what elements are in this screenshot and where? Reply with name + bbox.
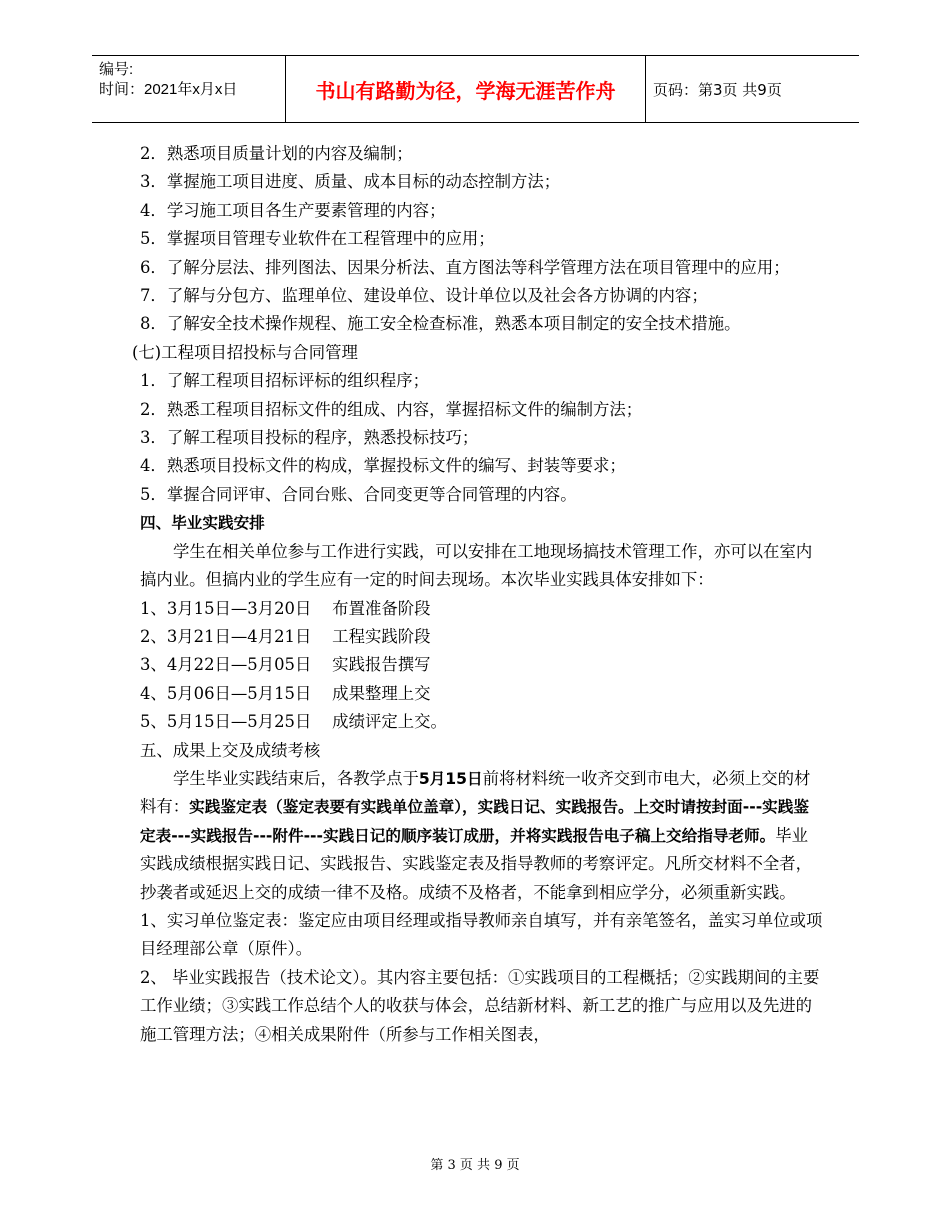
page-label: 页码：第3页 共9页 [653,80,782,99]
time-label: 时间：2021年x月x日 [99,81,238,98]
list-item: 6．了解分层法、排列图法、因果分析法、直方图法等科学管理方法在项目管理中的应用； [140,257,790,277]
list-item: 4．学习施工项目各生产要素管理的内容； [140,200,446,220]
motto: 书山有路勤为径，学海无涯苦作舟 [285,56,646,122]
schedule-item: 1、3月15日—3月20日 布置准备阶段 [140,598,431,618]
list-item: 5．掌握项目管理专业软件在工程管理中的应用； [140,229,495,249]
list-item: 3．掌握施工项目进度、质量、成本目标的动态控制方法； [140,172,561,192]
submit-paragraph [140,765,824,907]
list-item: 7．了解与分包方、监理单位、建设单位、设计单位以及社会各方协调的内容； [140,286,708,306]
page-footer: 第 3 页 共 9 页 [430,1158,520,1173]
list-item: 8．了解安全技术操作规程、施工安全检查标准，熟悉本项目制定的安全技术措施。 [140,314,741,334]
section-7-heading: (七)工程项目招投标与合同管理 [132,342,358,362]
schedule-item: 2、3月21日—4月21日 工程实践阶段 [140,626,431,646]
list-item: 2．熟悉项目质量计划的内容及编制； [140,144,413,163]
item-2: 2、 毕业实践报告（技术论文）。其内容主要包括：①实践项目的工程概括；②实践期间的主要工作业绩；③实践工作总结个人的收获与体会，总结新材料、新工艺的推广与应用以及先进的施工管理方法；④相关成果附件（所参与工作相关图表， [140,967,820,1044]
item-1: 1、实习单位鉴定表：鉴定应由项目经理或指导教师亲自填写，并有亲笔签名，盖实习单位或项目经理部公章（原件）。 [140,910,823,959]
submit-text-1: 学生毕业实践结束后，各教学点于 [173,768,419,788]
submit-text-2: 前将材料统一收齐交到市电大，必须上交的材料有： [140,768,811,817]
section-5-heading: 五、成果上交及成绩考核 [140,740,321,760]
submit-date: 5月15日 [418,769,483,788]
header-meta [92,56,285,122]
schedule-item: 5、5月15日—5月25日 成绩评定上交。 [140,712,447,732]
submit-materials: 实践鉴定表（鉴定表要有实践单位盖章），实践日记、实践报告。上交时请按封面---实践鉴定表---实践报告---附件---实践日记的顺序装订成册，并将实践报告电子稿上交给指导老师。 [140,798,809,845]
list-item: 3．了解工程项目投标的程序，熟悉投标技巧； [140,428,479,448]
schedule-item: 3、4月22日—5月05日 实践报告撰写 [140,655,431,675]
list-item: 4．熟悉项目投标文件的构成，掌握投标文件的编写、封装等要求； [140,456,626,476]
page-header [92,55,859,123]
section-4-heading: 四、毕业实践安排 [140,514,265,533]
submit-text-3: 毕业实践成绩根据实践日记、实践报告、实践鉴定表及指导教师的考察评定。凡所交材料不全者，抄袭者或延迟上交的成绩一律不及格。成绩不及格者，不能拿到相应学分，必须重新实践。 [140,825,813,902]
number-label: 编号: [99,61,134,78]
practice-intro: 学生在相关单位参与工作进行实践，可以安排在工地现场搞技术管理工作，亦可以在室内搞内业。但搞内业的学生应有一定的时间去现场。本次毕业实践具体安排如下： [140,541,813,590]
document-body [132,140,824,1049]
list-item: 2．熟悉工程项目招标文件的组成、内容，掌握招标文件的编制方法； [140,399,643,419]
schedule-item: 4、5月06日—5月15日 成果整理上交 [140,683,431,703]
list-item: 1．了解工程项目招标评标的组织程序； [140,371,430,391]
list-item: 5．掌握合同评审、合同台账、合同变更等合同管理的内容。 [140,484,577,504]
